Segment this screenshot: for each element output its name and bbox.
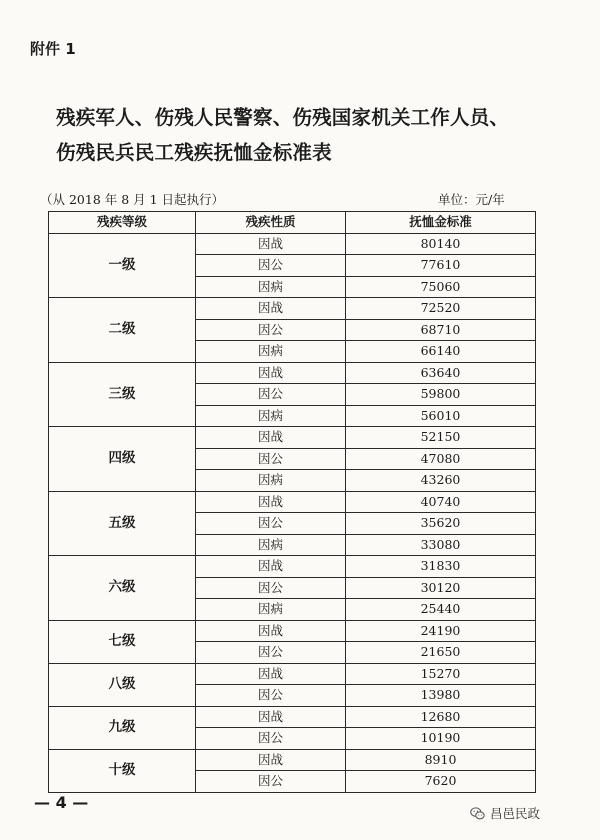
disability-nature-cell: 因公: [196, 384, 346, 406]
disability-nature-cell: 因战: [196, 362, 346, 384]
table-row: [49, 749, 536, 771]
disability-nature-cell: 因公: [196, 319, 346, 341]
pension-amount-cell: 43260: [346, 470, 536, 492]
source-watermark: [470, 804, 540, 822]
watermark-text: 昌邑民政: [490, 806, 541, 821]
pension-amount-cell: 25440: [346, 599, 536, 621]
disability-grade-cell: 八级: [49, 663, 196, 706]
table-row: [49, 362, 536, 384]
disability-grade-cell: 四级: [49, 427, 196, 492]
pension-amount-cell: 63640: [346, 362, 536, 384]
pension-amount-cell: 13980: [346, 685, 536, 707]
pension-amount-cell: 33080: [346, 534, 536, 556]
disability-nature-cell: 因战: [196, 706, 346, 728]
disability-nature-cell: 因病: [196, 276, 346, 298]
pension-amount-cell: 8910: [346, 749, 536, 771]
disability-nature-cell: 因战: [196, 427, 346, 449]
disability-nature-cell: 因战: [196, 620, 346, 642]
disability-nature-cell: 因战: [196, 556, 346, 578]
effective-date-note: （从 2018 年 8 月 1 日起执行）: [40, 192, 225, 207]
pension-amount-cell: 47080: [346, 448, 536, 470]
table-header-row: [49, 212, 536, 234]
pension-standard-table: [48, 211, 536, 793]
disability-nature-cell: 因战: [196, 749, 346, 771]
pension-amount-cell: 7620: [346, 771, 536, 793]
disability-nature-cell: 因病: [196, 534, 346, 556]
disability-nature-cell: 因战: [196, 491, 346, 513]
pension-amount-cell: 10190: [346, 728, 536, 750]
disability-grade-cell: 七级: [49, 620, 196, 663]
pension-amount-cell: 35620: [346, 513, 536, 535]
disability-nature-cell: 因公: [196, 448, 346, 470]
disability-nature-cell: 因公: [196, 685, 346, 707]
pension-amount-cell: 52150: [346, 427, 536, 449]
disability-grade-cell: 十级: [49, 749, 196, 792]
pension-amount-cell: 56010: [346, 405, 536, 427]
disability-nature-cell: 因病: [196, 405, 346, 427]
table-row: [49, 556, 536, 578]
disability-nature-cell: 因病: [196, 599, 346, 621]
disability-grade-cell: 三级: [49, 362, 196, 427]
header-disability-nature: 残疾性质: [196, 212, 346, 234]
disability-grade-cell: 二级: [49, 298, 196, 363]
table-row: [49, 233, 536, 255]
pension-amount-cell: 72520: [346, 298, 536, 320]
pension-amount-cell: 15270: [346, 663, 536, 685]
document-title-line-2: 伤残民兵民工残疾抚恤金标准表: [56, 141, 332, 164]
table-body: [49, 233, 536, 792]
disability-nature-cell: 因公: [196, 513, 346, 535]
disability-grade-cell: 六级: [49, 556, 196, 621]
pension-amount-cell: 30120: [346, 577, 536, 599]
attachment-label: 附件 1: [30, 40, 76, 58]
table-row: [49, 706, 536, 728]
pension-amount-cell: 40740: [346, 491, 536, 513]
header-pension-standard: 抚恤金标准: [346, 212, 536, 234]
disability-nature-cell: 因公: [196, 728, 346, 750]
pension-amount-cell: 31830: [346, 556, 536, 578]
table-row: [49, 491, 536, 513]
disability-nature-cell: 因公: [196, 771, 346, 793]
table-row: [49, 427, 536, 449]
table-row: [49, 298, 536, 320]
pension-amount-cell: 21650: [346, 642, 536, 664]
disability-grade-cell: 九级: [49, 706, 196, 749]
disability-nature-cell: 因病: [196, 470, 346, 492]
pension-amount-cell: 66140: [346, 341, 536, 363]
disability-nature-cell: 因病: [196, 341, 346, 363]
disability-nature-cell: 因公: [196, 577, 346, 599]
unit-note: 单位：元/年: [438, 192, 505, 207]
disability-nature-cell: 因公: [196, 255, 346, 277]
pension-amount-cell: 80140: [346, 233, 536, 255]
pension-amount-cell: 75060: [346, 276, 536, 298]
document-title-line-1: 残疾军人、伤残人民警察、伤残国家机关工作人员、: [56, 106, 510, 129]
table-row: [49, 620, 536, 642]
pension-amount-cell: 68710: [346, 319, 536, 341]
disability-grade-cell: 五级: [49, 491, 196, 556]
disability-nature-cell: 因战: [196, 663, 346, 685]
disability-nature-cell: 因战: [196, 298, 346, 320]
disability-nature-cell: 因公: [196, 642, 346, 664]
table-row: [49, 663, 536, 685]
wechat-icon: [470, 806, 485, 821]
disability-nature-cell: 因战: [196, 233, 346, 255]
disability-grade-cell: 一级: [49, 233, 196, 298]
pension-amount-cell: 24190: [346, 620, 536, 642]
page-number: — 4 —: [34, 793, 89, 812]
header-disability-grade: 残疾等级: [49, 212, 196, 234]
pension-amount-cell: 59800: [346, 384, 536, 406]
pension-amount-cell: 12680: [346, 706, 536, 728]
pension-amount-cell: 77610: [346, 255, 536, 277]
